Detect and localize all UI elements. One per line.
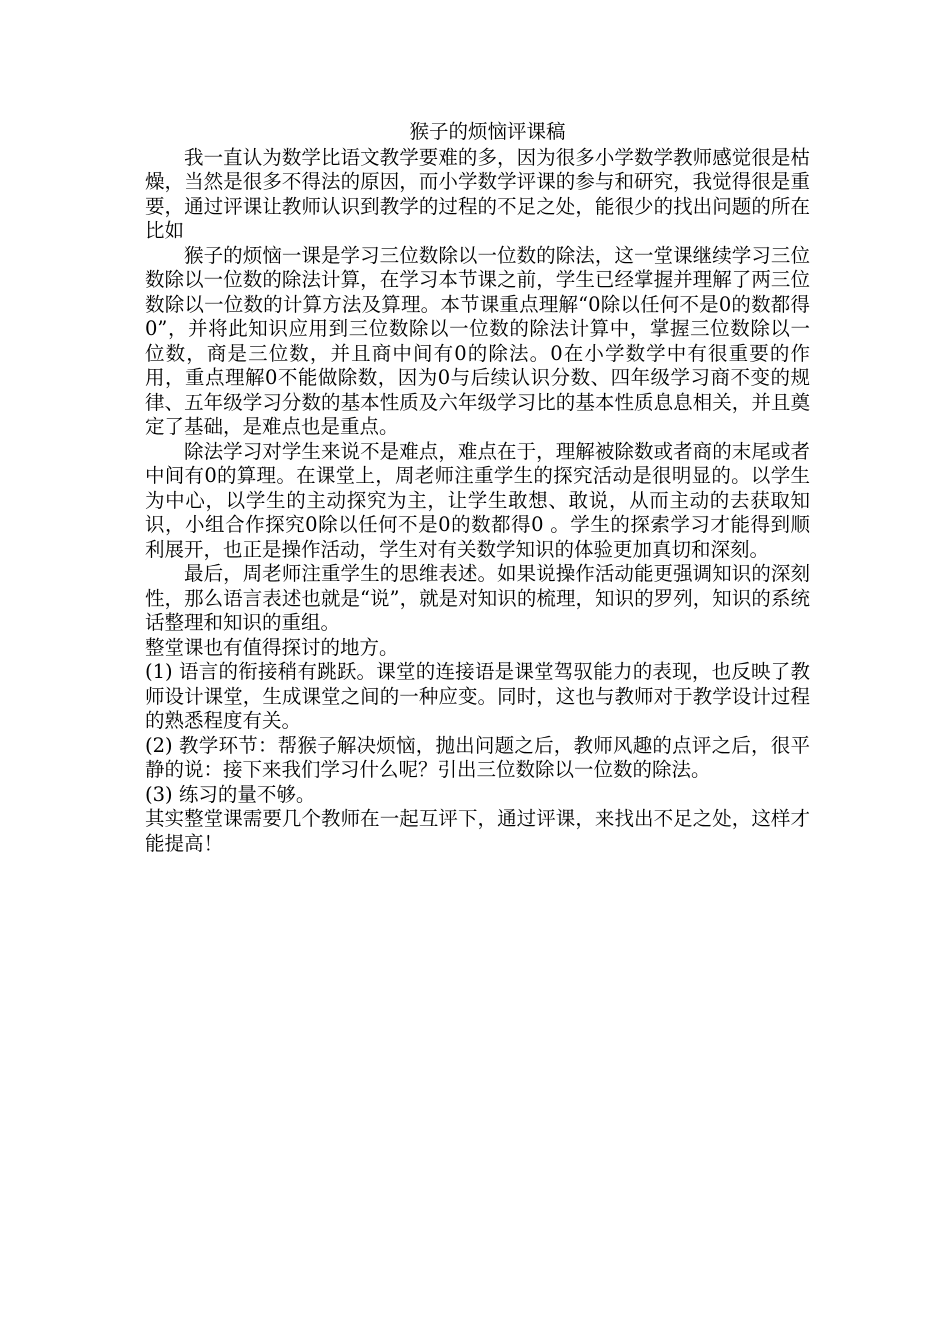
- discussion-point-1: (1) 语言的衔接稍有跳跃。课堂的连接语是课堂驾驭能力的表现，也反映了教师设计课堂，生成课堂之间的一种应变。同时，这也与教师对于教学设计过程的熟悉程度有关。: [145, 660, 810, 732]
- paragraph-difficulty: 除法学习对学生来说不是难点，难点在于，理解被除数或者商的末尾或者中间有0的算理。在课堂上，周老师注重学生的探究活动是很明显的。以学生为中心，以学生的主动探究为主，让学生敢想、敢说，从而主动的去获取知识，小组合作探究0除以任何不是0的数都得0 。学生的探索学习才能得到顺利展开，也正是操作活动，学生对有关数学知识的体验更加真切和深刻。: [145, 439, 810, 561]
- paragraph-intro: 我一直认为数学比语文教学要难的多，因为很多小学数学教师感觉很是枯燥，当然是很多不得法的原因，而小学数学评课的参与和研究，我觉得很是重要，通过评课让教师认识到教学的过程的不足之处，能很少的找出问题的所在比如: [145, 145, 810, 242]
- discussion-intro: 整堂课也有值得探讨的地方。: [145, 635, 399, 659]
- discussion-point-3: (3) 练习的量不够。: [145, 782, 316, 806]
- conclusion-paragraph: 其实整堂课需要几个教师在一起互评下，通过评课，来找出不足之处，这样才能提高！: [145, 807, 810, 855]
- document-page: [145, 120, 810, 856]
- document-title: 猴子的烦恼评课稿: [409, 120, 566, 143]
- paragraph-expression: 最后，周老师注重学生的思维表述。如果说操作活动能更强调知识的深刻性，那么语言表述也就是“说”，就是对知识的梳理，知识的罗列，知识的系统话整理和知识的重组。: [145, 562, 810, 634]
- discussion-point-2: (2) 教学环节：帮猴子解决烦恼，抛出问题之后，教师风趣的点评之后，很平静的说：接下来我们学习什么呢？引出三位数除以一位数的除法。: [145, 733, 810, 781]
- paragraph-lesson-overview: 猴子的烦恼一课是学习三位数除以一位数的除法，这一堂课继续学习三位数除以一位数的除法计算，在学习本节课之前，学生已经掌握并理解了两三位数除以一位数的计算方法及算理。本节课重点理解“0除以任何不是0的数都得0”，并将此知识应用到三位数除以一位数的除法计算中，掌握三位数除以一位数，商是三位数，并且商中间有0的除法。0在小学数学中有很重要的作用，重点理解0不能做除数，因为0与后续认识分数、四年级学习商不变的规律、五年级学习分数的基本性质及六年级学习比的基本性质息息相关，并且奠定了基础，是难点也是重点。: [145, 243, 810, 438]
